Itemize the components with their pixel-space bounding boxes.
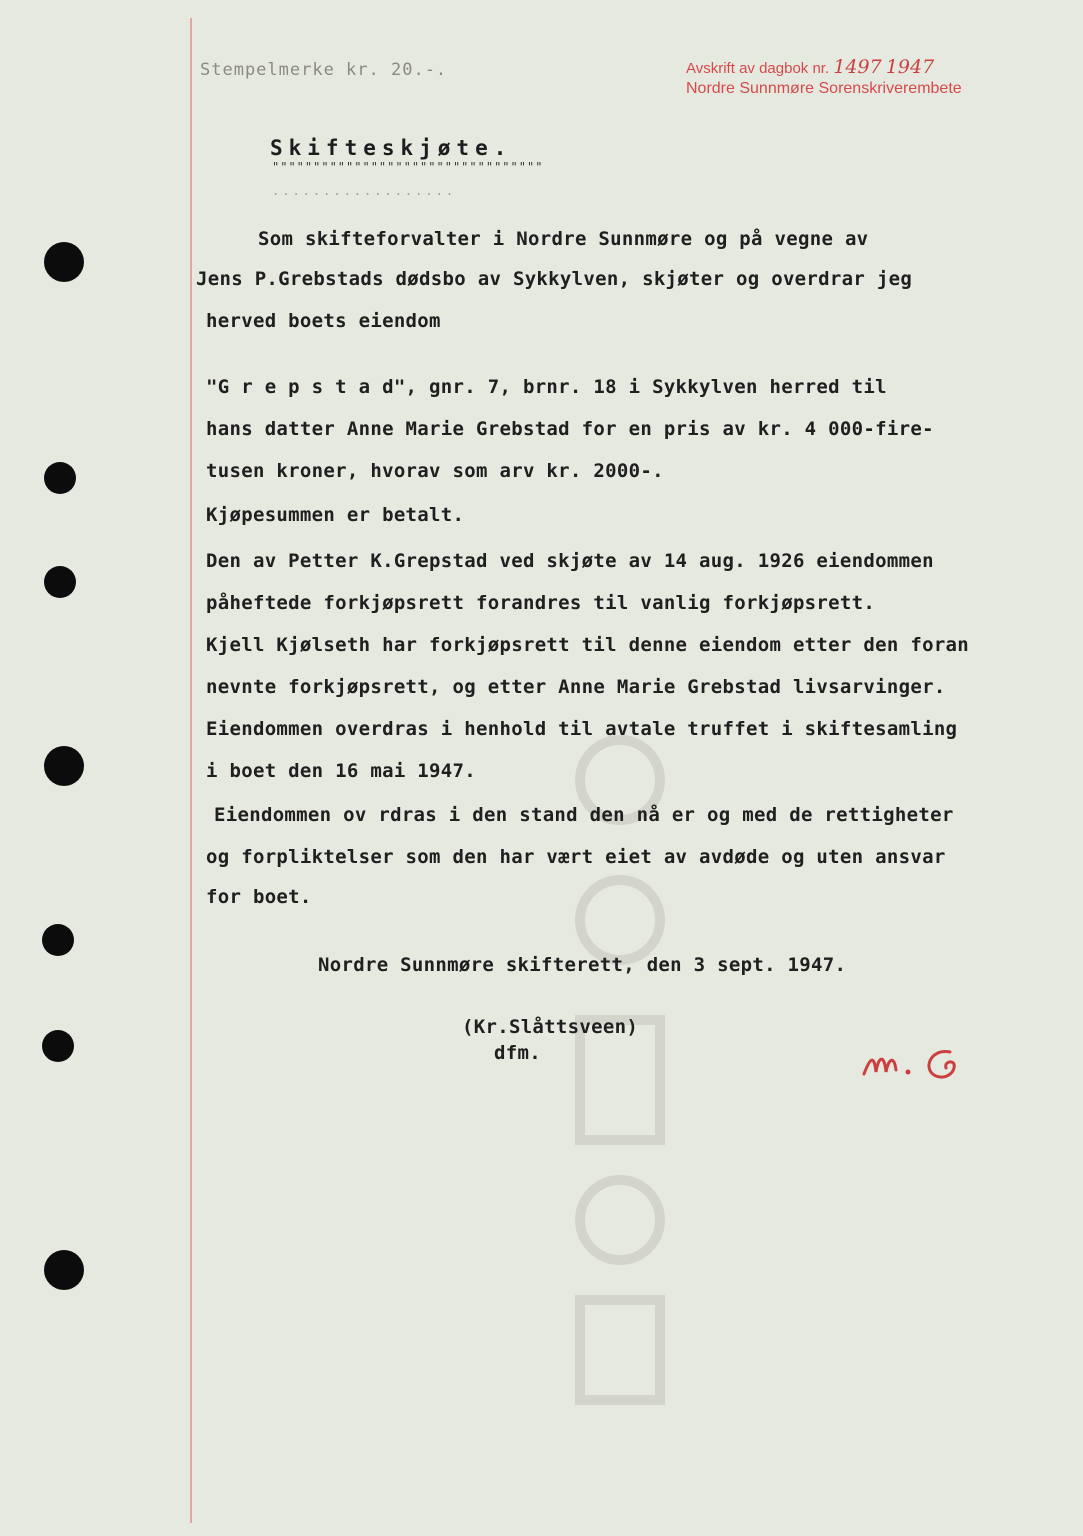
signatory-title: dfm. <box>494 1042 541 1064</box>
text-line: "G r e p s t a d", gnr. 7, brnr. 18 i Sykkylven herred til <box>206 376 887 398</box>
text-line: Jens P.Grebstads dødsbo av Sykkylven, skjøter og overdrar jeg <box>196 268 913 290</box>
text-line: Kjøpesummen er betalt. <box>206 504 465 526</box>
text-line: Eiendommen overdras i henhold til avtale truffet i skiftesamling <box>206 718 958 740</box>
text-line: for boet. <box>206 886 312 908</box>
text-line: påheftede forkjøpsrett forandres til vanlig forkjøpsrett. <box>206 592 876 614</box>
initials-signature-icon <box>860 1040 980 1090</box>
stamp-duty-note: Stempelmerke kr. 20.-. <box>200 60 448 80</box>
punch-hole <box>42 924 74 956</box>
punch-hole <box>42 1030 74 1062</box>
margin-line <box>190 18 192 1523</box>
registry-number: 1497 <box>833 56 882 78</box>
text-line: Eiendommen ov rdras i den stand den nå er og med de rettigheter <box>214 804 954 826</box>
registry-year: 1947 <box>885 56 935 78</box>
signatory-name: (Kr.Slåttsveen) <box>462 1016 639 1038</box>
registry-stamp <box>686 56 1016 98</box>
text-line: tusen kroner, hvorav som arv kr. 2000-. <box>206 460 664 482</box>
punch-hole <box>44 462 76 494</box>
text-line: Kjell Kjølseth har forkjøpsrett til denne eiendom etter den foran <box>206 634 970 656</box>
text-line: nevnte forkjøpsrett, og etter Anne Marie Grebstad livsarvinger. <box>206 676 946 698</box>
punch-hole <box>44 566 76 598</box>
document-title: Skifteskjøte. <box>270 136 513 160</box>
punch-hole <box>44 242 84 282</box>
text-line: Som skifteforvalter i Nordre Sunnmøre og på vegne av <box>258 228 869 250</box>
punch-hole <box>44 1250 84 1290</box>
text-line: hans datter Anne Marie Grebstad for en pris av kr. 4 000-fire- <box>206 418 934 440</box>
closing-place-date: Nordre Sunnmøre skifterett, den 3 sept. 1947. <box>318 954 847 976</box>
punch-hole <box>44 746 84 786</box>
registry-stamp-line <box>686 56 1016 78</box>
text-line: og forpliktelser som den har vært eiet av avdøde og uten ansvar <box>206 846 946 868</box>
dotted-rule: .................. <box>272 184 457 198</box>
registry-office: Nordre Sunnmøre Sorenskriverembete <box>686 80 962 97</box>
title-underline: """"""""""""""""""""""""""""""""" <box>272 160 544 174</box>
registry-prefix: Avskrift av dagbok nr. <box>686 60 830 77</box>
text-line: i boet den 16 mai 1947. <box>206 760 476 782</box>
text-line: Den av Petter K.Grepstad ved skjøte av 14 aug. 1926 eiendommen <box>206 550 934 572</box>
text-line: herved boets eiendom <box>206 310 441 332</box>
